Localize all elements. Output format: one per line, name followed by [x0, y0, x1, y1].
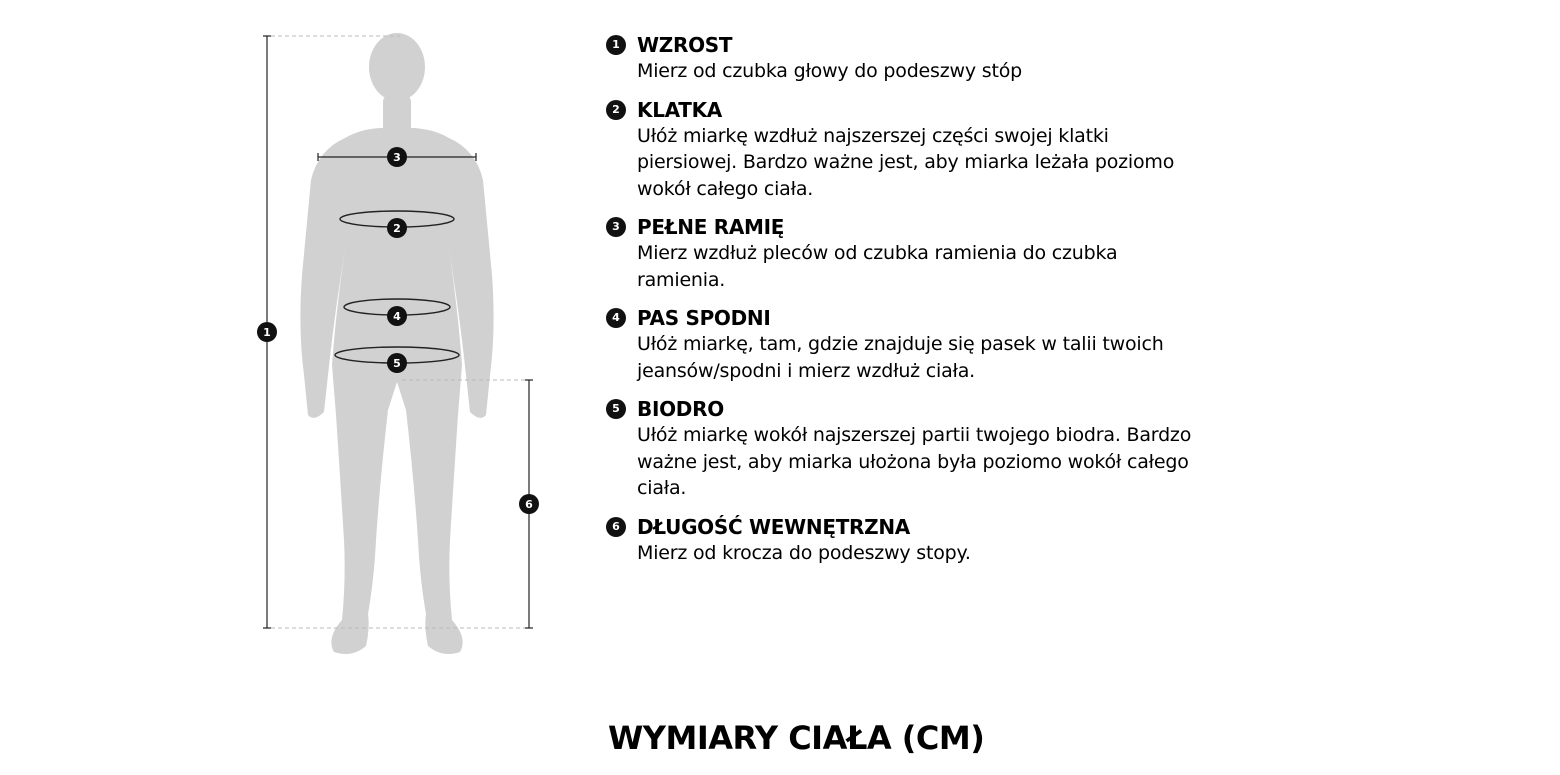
measurement-item-waist [606, 305, 1206, 384]
measurement-title: PEŁNE RAMIĘ [637, 215, 785, 239]
measurement-item-shoulder [606, 214, 1206, 293]
head-shape [369, 33, 425, 101]
svg-text:1: 1 [263, 326, 271, 339]
number-badge: 6 [606, 517, 626, 537]
measurement-item-height [606, 32, 1206, 85]
number-badge: 4 [606, 308, 626, 328]
measurement-description: Ułóż miarkę, tam, gdzie znajduje się pasek w talii twoich jeansów/spodni i mierz wzdłuż ciała. [637, 333, 1164, 382]
measurement-title: KLATKA [637, 97, 722, 122]
svg-text:4: 4 [393, 310, 401, 323]
body-silhouette [300, 33, 493, 654]
page-title: WYMIARY CIAŁA (CM) [608, 719, 985, 757]
body-measurement-figure [230, 20, 570, 670]
measurement-description: Ułóż miarkę wzdłuż najszerszej części swojej klatki piersiowej. Bardzo ważne jest, aby miarka leżała poziomo wokół całego ciała. [637, 124, 1175, 200]
measurement-title: BIODRO [637, 397, 724, 421]
marker-6 [519, 494, 539, 514]
marker-3 [387, 147, 407, 167]
torso-and-limbs-shape [300, 128, 493, 654]
measurement-description: Mierz od czubka głowy do podeszwy stóp [637, 60, 1022, 82]
measurement-item-hip [606, 396, 1206, 502]
number-badge: 3 [606, 217, 626, 237]
measurement-item-inseam [606, 514, 1206, 567]
measurement-title: WZROST [637, 33, 733, 57]
svg-text:5: 5 [393, 357, 401, 370]
measurement-description: Ułóż miarkę wokół najszerszej partii twojego biodra. Bardzo ważne jest, aby miarka ułożona była poziomo wokół całego ciała. [637, 424, 1192, 499]
number-badge: 2 [606, 100, 626, 120]
marker-5 [387, 353, 407, 373]
measurement-title: PAS SPODNI [637, 306, 771, 330]
measurement-description: Mierz wzdłuż pleców od czubka ramienia do czubka ramienia. [637, 242, 1118, 291]
measurement-list [606, 32, 1206, 578]
svg-text:3: 3 [393, 151, 401, 164]
measurement-title: DŁUGOŚĆ WEWNĘTRZNA [637, 514, 910, 539]
svg-text:6: 6 [525, 498, 533, 511]
body-silhouette-svg [230, 20, 570, 670]
measurement-description: Mierz od krocza do podeszwy stopy. [637, 541, 971, 564]
marker-4 [387, 306, 407, 326]
number-badge: 1 [606, 35, 626, 55]
svg-text:2: 2 [393, 222, 401, 235]
marker-2 [387, 218, 407, 238]
marker-1 [257, 322, 277, 342]
measurement-item-chest [606, 97, 1206, 203]
number-badge: 5 [606, 399, 626, 419]
